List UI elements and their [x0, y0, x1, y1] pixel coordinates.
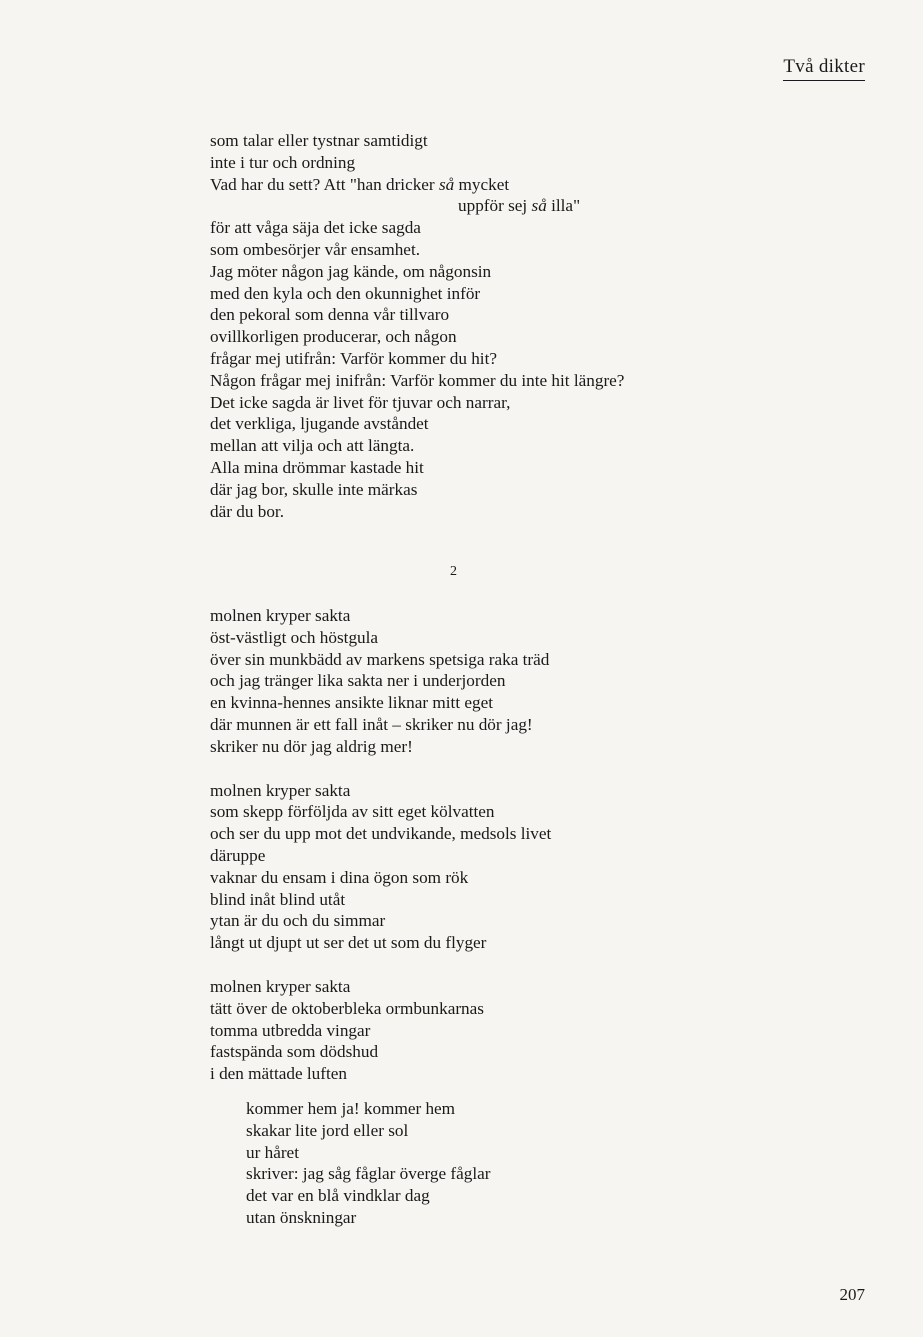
poem-line: inte i tur och ordning	[210, 152, 356, 172]
poem-line: för att våga säja det icke sagda	[210, 218, 421, 238]
stanza	[210, 605, 551, 758]
poem-line: fastspända som dödshud	[210, 1042, 379, 1062]
poem-part-1	[210, 130, 624, 522]
poem-line: som ombesörjer vår ensamhet.	[210, 239, 421, 259]
poem-line: Någon frågar mej inifrån: Varför kommer du inte hit längre?	[210, 370, 625, 390]
section-number: 2	[450, 564, 457, 579]
poem-line: där jag bor, skulle inte märkas	[210, 479, 418, 499]
poem-line: långt ut djupt ut ser det ut som du flyger	[210, 933, 487, 953]
poem-line: vaknar du ensam i dina ögon som rök	[210, 867, 469, 887]
poem-line: tätt över de oktoberbleka ormbunkarnas	[210, 998, 484, 1018]
poem-line: som talar eller tystnar samtidigt	[210, 131, 428, 150]
poem-line: det verkliga, ljugande avståndet	[210, 414, 429, 434]
poem-line: blind inåt blind utåt	[210, 889, 346, 909]
poem-line: det var en blå vindklar dag	[246, 1186, 430, 1206]
poem-line: med den kyla och den okunnighet inför	[210, 283, 481, 303]
poem-line: skriker nu dör jag aldrig mer!	[210, 736, 413, 756]
poem-line: mellan att vilja och att längta.	[210, 436, 415, 456]
page-number: 207	[839, 1285, 865, 1304]
poem-line: molnen kryper sakta	[210, 780, 351, 800]
poem-line: kommer hem ja! kommer hem	[246, 1099, 456, 1118]
stanza	[210, 976, 551, 1085]
poem-line: som skepp förföljda av sitt eget kölvatten	[210, 802, 495, 822]
poem-line: Jag möter någon jag kände, om någonsin	[210, 261, 492, 281]
poem-line: där munnen är ett fall inåt – skriker nu dör jag!	[210, 714, 533, 734]
stanza	[210, 780, 551, 954]
poem-line: Alla mina drömmar kastade hit	[210, 457, 424, 477]
poem-line: däruppe	[210, 845, 266, 865]
poem-line: uppför sej så illa"	[458, 196, 581, 216]
poem-line: tomma utbredda vingar	[210, 1020, 371, 1040]
poem-line: Det icke sagda är livet för tjuvar och narrar,	[210, 392, 511, 412]
poem-line: ur håret	[246, 1142, 299, 1162]
poem-line: frågar mej utifrån: Varför kommer du hit?	[210, 348, 497, 368]
indented-stanza	[246, 1098, 491, 1229]
running-head: Två dikter	[783, 56, 865, 81]
poem-line: skakar lite jord eller sol	[246, 1120, 409, 1140]
poem-line: molnen kryper sakta	[210, 606, 351, 625]
poem-line: och jag tränger lika sakta ner i underjorden	[210, 671, 506, 691]
poem-line: ytan är du och du simmar	[210, 911, 386, 931]
poem-line: en kvinna-hennes ansikte liknar mitt eget	[210, 693, 494, 713]
poem-line: där du bor.	[210, 501, 284, 521]
poem-line: skriver: jag såg fåglar överge fåglar	[246, 1164, 491, 1184]
poem-line: över sin munkbädd av markens spetsiga raka träd	[210, 649, 550, 669]
poem-line: Vad har du sett? Att "han dricker så mycket	[210, 174, 510, 194]
poem-line: och ser du upp mot det undvikande, medsols livet	[210, 824, 552, 844]
poem-line: molnen kryper sakta	[210, 976, 351, 996]
poem-line: utan önskningar	[246, 1207, 357, 1227]
poem-part-2	[210, 605, 551, 1085]
poem-line: öst-västligt och höstgula	[210, 627, 379, 647]
poem-line: den pekoral som denna vår tillvaro	[210, 305, 450, 325]
poem-line: i den mättade luften	[210, 1064, 347, 1084]
poem-line: ovillkorligen producerar, och någon	[210, 327, 457, 347]
